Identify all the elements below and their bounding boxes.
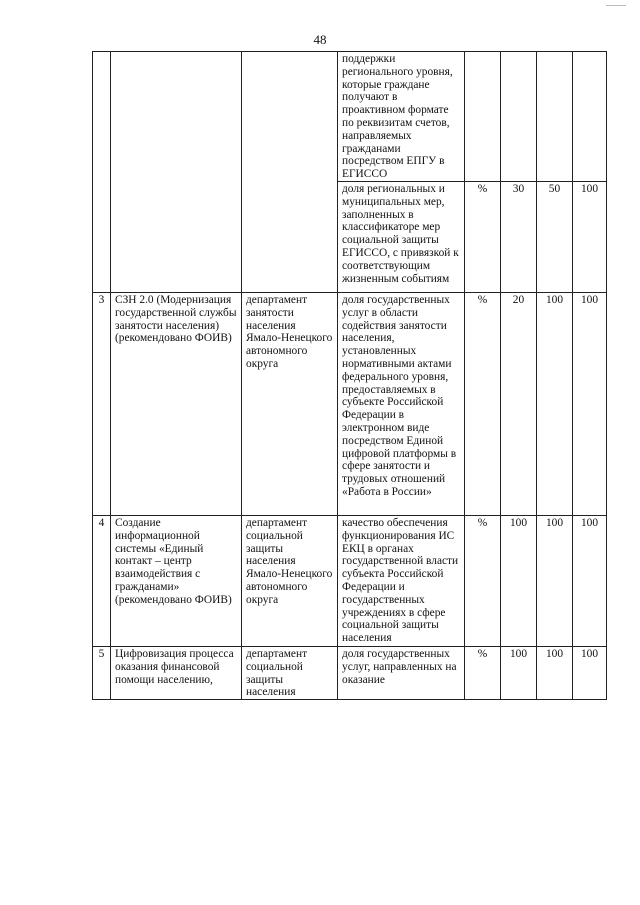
responsible-body: департамент социальной защиты населения [242,646,338,699]
row-number: 4 [93,515,111,646]
row-number: 5 [93,646,111,699]
table-row [93,646,607,699]
value-year-1: 20 [501,292,537,515]
unit-cell: % [465,515,501,646]
row-number [93,52,111,293]
project-name: Создание информационной системы «Единый контакт – центр взаимодействия с гражданами» (рекомендовано ФОИВ) [111,515,242,646]
indicator-text: доля государственных услуг, направленных на оказание [338,646,465,699]
value-year-3: 100 [573,646,607,699]
project-name: СЗН 2.0 (Модернизация государственной службы занятости населения) (рекомендовано ФОИВ) [111,292,242,515]
value-year-3: 100 [573,292,607,515]
table-row [93,52,607,182]
indicator-text: доля государственных услуг в области содействия занятости населения, установленных нормативными актами федерального уровня, предоставляемых в субъекте Российской Федерации в электронном виде посредством Единой цифровой платформы в сфере занятости и трудовых отношений «Работа в России» [338,292,465,515]
scan-mark [606,5,626,6]
unit-cell [465,52,501,182]
value-year-1: 100 [501,515,537,646]
value-year-2 [537,52,573,182]
value-year-3: 100 [573,515,607,646]
responsible-body [242,52,338,293]
unit-cell: % [465,292,501,515]
project-name [111,52,242,293]
value-year-1: 30 [501,181,537,292]
indicator-text: поддержки регионального уровня, которые граждане получают в проактивном формате по реквизитам счетов, направляемых гражданами посредством ЕПГУ в ЕГИССО [338,52,465,182]
unit-cell: % [465,181,501,292]
indicator-text: доля региональных и муниципальных мер, заполненных в классификаторе мер социальной защиты ЕГИССО, с привязкой к соответствующим жизненным событиям [338,181,465,292]
indicator-text: качество обеспечения функционирования ИС ЕКЦ в органах государственной власти субъекта Российской Федерации и государственных учреждениях в сфере социальной защиты населения [338,515,465,646]
table-row [93,292,607,515]
value-year-1: 100 [501,646,537,699]
value-year-2: 100 [537,292,573,515]
value-year-3 [573,52,607,182]
value-year-2: 50 [537,181,573,292]
value-year-1 [501,52,537,182]
value-year-2: 100 [537,515,573,646]
measures-table [92,51,607,700]
table-row [93,515,607,646]
value-year-2: 100 [537,646,573,699]
unit-cell: % [465,646,501,699]
value-year-3: 100 [573,181,607,292]
responsible-body: департамент социальной защиты населения Ямало-Ненецкого автономного округа [242,515,338,646]
row-number: 3 [93,292,111,515]
project-name: Цифровизация процесса оказания финансовой помощи населению, [111,646,242,699]
responsible-body: департамент занятости населения Ямало-Ненецкого автономного округа [242,292,338,515]
page-number: 48 [313,32,327,47]
